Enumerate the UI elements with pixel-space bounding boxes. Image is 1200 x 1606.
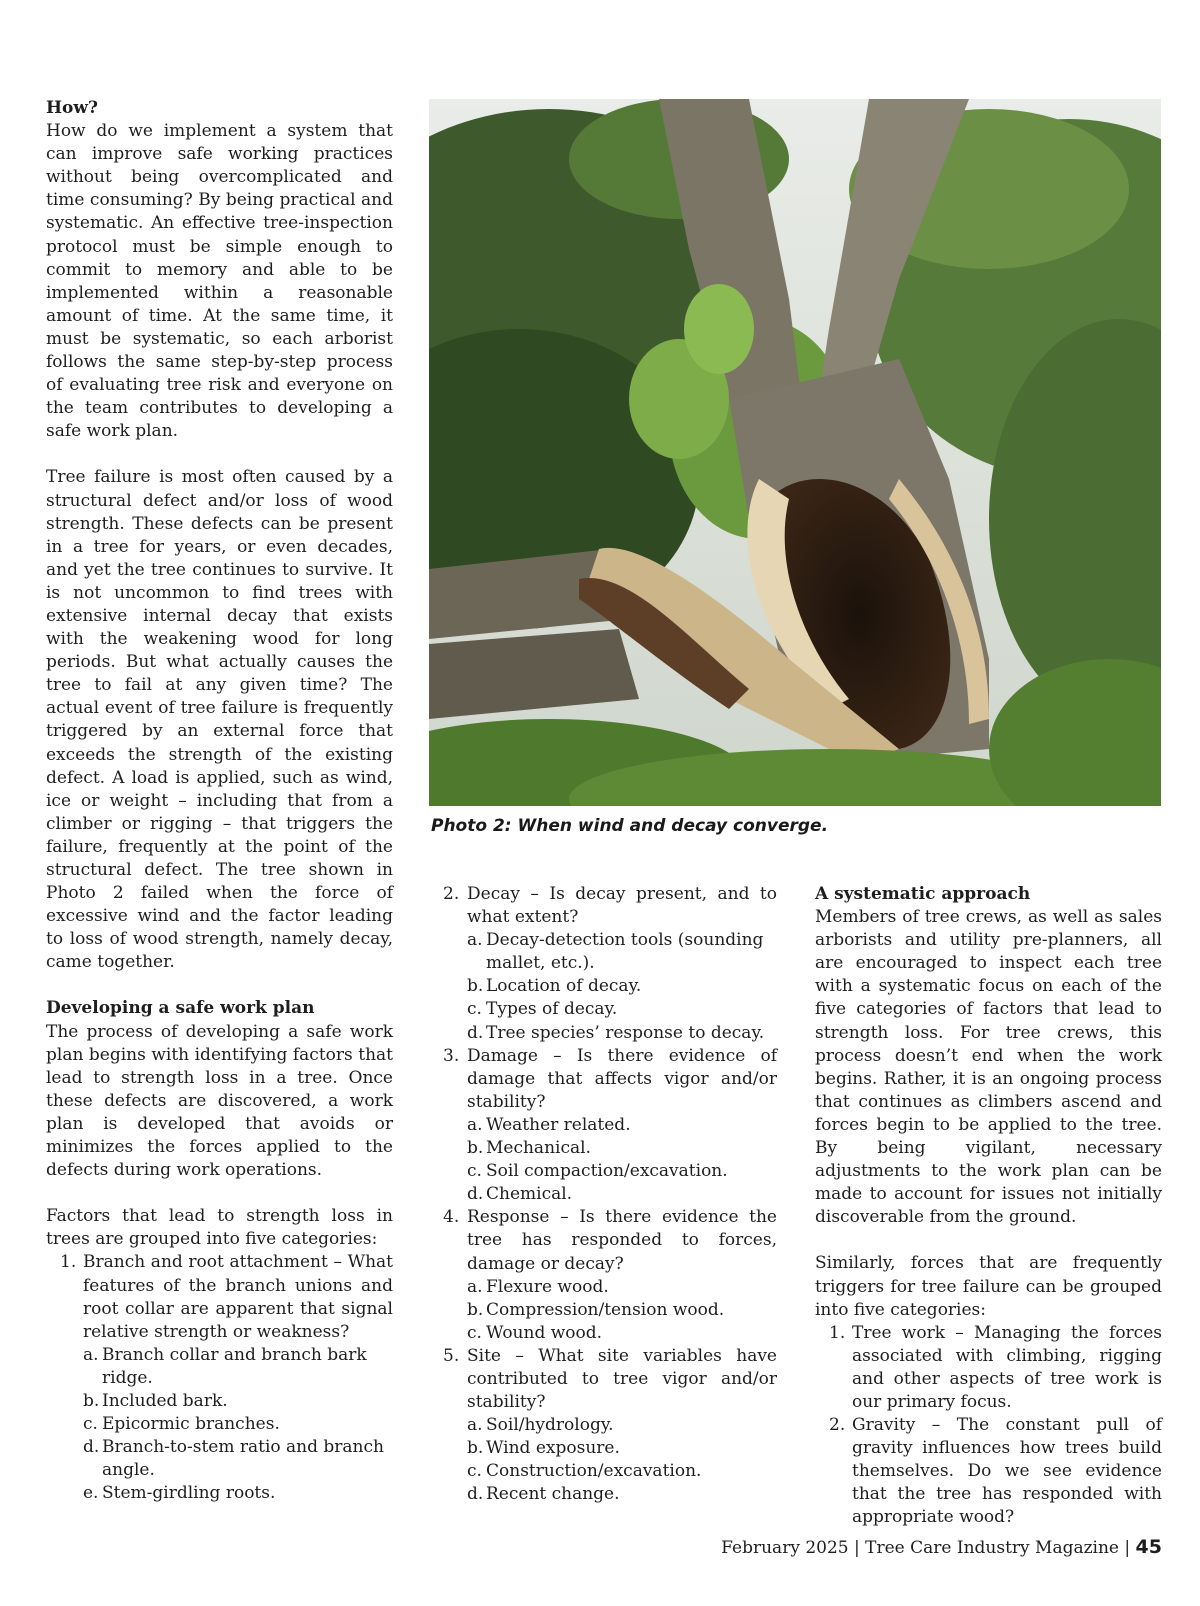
sub-item [83, 1390, 393, 1413]
middle-column [443, 883, 777, 1507]
factor-item [443, 1206, 777, 1345]
sub-letter: d. [467, 1484, 484, 1505]
factor-text: Response – Is there evidence the tree has responded to forces, damage or decay? [467, 1207, 777, 1274]
sub-text: Stem-girdling roots. [102, 1483, 276, 1504]
force-number: 2. [829, 1415, 846, 1436]
sub-text: Soil/hydrology. [486, 1415, 614, 1436]
sub-item [467, 1160, 777, 1183]
factor-text: Site – What site variables have contributed to tree vigor and/or stability? [467, 1345, 777, 1413]
sub-text: Wound wood. [486, 1322, 603, 1343]
sub-item [467, 1276, 777, 1299]
factor-number: 3. [443, 1045, 460, 1066]
factor-item [443, 1345, 777, 1507]
how-heading: How? [46, 98, 98, 118]
sub-text: Flexure wood. [486, 1276, 609, 1297]
tree-photo [429, 99, 1161, 806]
sub-text: Soil compaction/excavation. [486, 1161, 728, 1182]
sub-text: Included bark. [102, 1390, 228, 1411]
sub-letter: c. [467, 1161, 482, 1182]
factor-number: 1. [60, 1252, 77, 1273]
sub-text: Decay-detection tools (sounding mallet, etc.). [486, 930, 764, 974]
sub-letter: a. [467, 1415, 483, 1436]
sub-item [467, 1183, 777, 1206]
sub-text: Weather related. [486, 1114, 631, 1135]
systematic-heading: A systematic approach [815, 884, 1031, 904]
sub-item [83, 1436, 393, 1482]
forces-intro: Similarly, forces that are frequently triggers for tree failure can be grouped into five categories: [815, 1253, 1162, 1320]
factor-sublist [467, 1276, 777, 1345]
sub-item [467, 1322, 777, 1345]
systematic-paragraph: Members of tree crews, as well as sales arborists and utility pre-planners, all are encouraged to inspect each tree with a systematic focus on each of the five categories of factors that lead to strength loss. For tree crews, this process doesn’t end when the work begins. Rather, it is an ongoing process that continues as climbers ascend and forces begin to be applied to the tree. By being vigilant, necessary adjustments to the work plan can be made to account for issues not initially discoverable from the ground. [815, 907, 1162, 1228]
force-text: Tree work – Managing the forces associated with climbing, rigging and other aspects of tree work is our primary focus. [852, 1322, 1162, 1412]
sub-text: Mechanical. [486, 1138, 591, 1159]
factor-sublist [467, 1414, 777, 1506]
factor-text: Branch and root attachment – What features of the branch unions and root collar are apparent that signal relative strength or weakness? [83, 1252, 393, 1342]
plan-paragraph: The process of developing a safe work plan begins with identifying factors that lead to strength loss in a tree. Once these defects are discovered, a work plan is developed that avoids or minimizes the forces applied to the defects during work operations. [46, 1021, 393, 1181]
factor-number: 2. [443, 884, 460, 904]
sub-item [467, 1114, 777, 1137]
factor-item [46, 1251, 393, 1505]
photo-caption: Photo 2: When wind and decay converge. [431, 816, 829, 836]
sub-text: Wind exposure. [486, 1438, 620, 1459]
factor-number: 5. [443, 1345, 460, 1366]
factor-sublist [83, 1344, 393, 1506]
plan-heading: Developing a safe work plan [46, 998, 315, 1019]
factors-intro: Factors that lead to strength loss in trees are grouped into five categories: [46, 1206, 393, 1250]
sub-text: Recent change. [486, 1484, 620, 1505]
sub-letter: a. [83, 1344, 99, 1365]
sub-text: Branch-to-stem ratio and branch angle. [102, 1437, 384, 1481]
sub-letter: b. [467, 1138, 484, 1159]
factor-sublist [467, 1114, 777, 1206]
sub-letter: c. [467, 999, 482, 1020]
sub-text: Epicormic branches. [102, 1414, 280, 1435]
sub-text: Types of decay. [486, 999, 618, 1020]
factor-item [443, 1045, 777, 1207]
sub-item [467, 1437, 777, 1460]
failure-paragraph: Tree failure is most often caused by a structural defect and/or loss of wood strength. These defects can be present in a tree for years, or even decades, and yet the tree continues to survive. It is not uncommon to find trees with extensive internal decay that exists with the weakening wood for long periods. But what actually causes the tree to fail at any given time? The actual event of tree failure is frequently triggered by an external force that exceeds the strength of the existing defect. A load is applied, such as wind, ice or weight – including that from a climber or rigging – that triggers the failure, frequently at the point of the structural defect. The tree shown in Photo 2 failed when the force of excessive wind and the factor leading to loss of wood strength, namely decay, came together. [46, 467, 393, 973]
sub-letter: c. [467, 1322, 482, 1343]
sub-letter: d. [467, 1022, 484, 1043]
sub-text: Chemical. [486, 1184, 573, 1205]
sub-item [467, 1022, 777, 1045]
sub-letter: b. [467, 1438, 484, 1459]
sub-item [83, 1344, 393, 1390]
sub-text: Location of decay. [486, 976, 642, 997]
factor-number: 4. [443, 1207, 460, 1228]
sub-item [467, 1137, 777, 1160]
sub-letter: a. [467, 930, 483, 951]
sub-item [467, 975, 777, 998]
force-text: Gravity – The constant pull of gravity influences how trees build themselves. Do we see evidence that the tree has responded with appropriate wood? [852, 1415, 1162, 1528]
force-item [815, 1322, 1162, 1414]
footer-publication: February 2025 | Tree Care Industry Magazine | [721, 1538, 1131, 1558]
factors-list-continued [443, 883, 777, 1507]
sub-item [467, 1414, 777, 1437]
factors-list [46, 1251, 393, 1505]
force-item [815, 1414, 1162, 1529]
sub-letter: d. [467, 1184, 484, 1205]
sub-letter: a. [467, 1276, 483, 1297]
page-footer [721, 1536, 1162, 1558]
force-number: 1. [829, 1322, 846, 1343]
sub-letter: b. [83, 1390, 100, 1411]
right-column [815, 883, 1162, 1530]
sub-letter: d. [83, 1437, 100, 1458]
page-number: 45 [1135, 1536, 1162, 1558]
sub-letter: c. [467, 1461, 482, 1482]
sub-text: Compression/tension wood. [486, 1299, 725, 1320]
left-column [46, 97, 393, 1505]
sub-letter: b. [467, 1299, 484, 1320]
factor-text: Decay – Is decay present, and to what extent? [467, 884, 777, 928]
sub-item [83, 1413, 393, 1436]
how-paragraph: How do we implement a system that can improve safe working practices without being overcomplicated and time consuming? By being practical and systematic. An effective tree-inspection protocol must be simple enough to commit to memory and able to be implemented within a reasonable amount of time. At the same time, it must be systematic, so each arborist follows the same step-by-step process of evaluating tree risk and everyone on the team contributes to developing a safe work plan. [46, 121, 393, 442]
factor-sublist [467, 929, 777, 1044]
sub-letter: c. [83, 1414, 98, 1435]
sub-item [467, 929, 777, 975]
sub-text: Tree species’ response to decay. [486, 1022, 765, 1043]
sub-text: Branch collar and branch bark ridge. [102, 1344, 367, 1388]
broken-tree-illustration [429, 99, 1161, 806]
factor-item [443, 883, 777, 1045]
sub-item [467, 998, 777, 1021]
factor-text: Damage – Is there evidence of damage that affects vigor and/or stability? [467, 1045, 777, 1112]
sub-item [467, 1483, 777, 1506]
sub-letter: e. [83, 1483, 99, 1504]
sub-item [83, 1482, 393, 1505]
sub-letter: a. [467, 1114, 483, 1135]
forces-list [815, 1322, 1162, 1530]
sub-letter: b. [467, 976, 484, 997]
sub-item [467, 1460, 777, 1483]
sub-item [467, 1299, 777, 1322]
sub-text: Construction/excavation. [486, 1461, 702, 1482]
